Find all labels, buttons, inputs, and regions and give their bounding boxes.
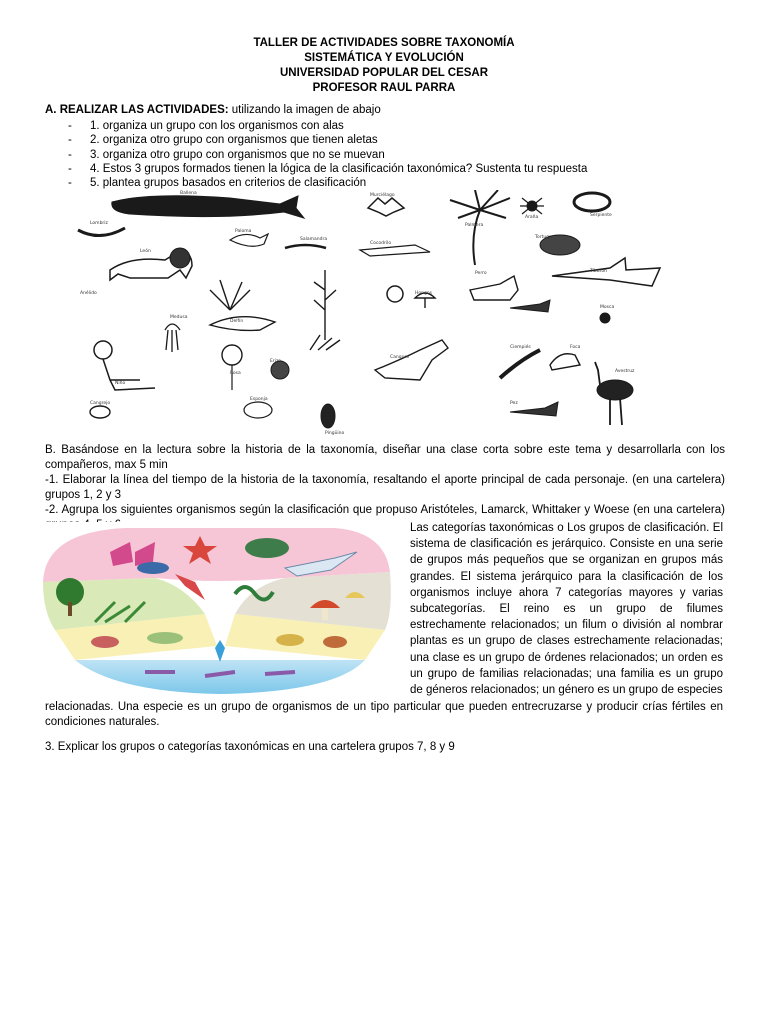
organism-label: Rosa: [230, 371, 241, 376]
organism-label: Niño: [115, 381, 126, 386]
tree-icon: [56, 578, 84, 606]
list-dash: -: [68, 134, 72, 147]
ostrich-drawing: [597, 380, 633, 400]
animal-kingdom-section: [43, 528, 390, 582]
crocodile-drawing: [360, 245, 430, 256]
section-a-rest: utilizando la imagen de abajo: [228, 104, 381, 116]
organism-label: Esponja: [250, 397, 268, 402]
list-item-text: 2. organiza otro grupo con organismos que tienen aletas: [90, 134, 378, 147]
organism-label: Tiburón: [590, 269, 607, 274]
document-header: [0, 36, 768, 96]
paramecium-icon: [147, 632, 183, 644]
list-dash: -: [68, 148, 72, 161]
organism-label: Cocodrilo: [370, 241, 392, 246]
organism-label: Pingüino: [325, 431, 345, 436]
list-dash: -: [68, 177, 72, 190]
header-university: UNIVERSIDAD POPULAR DEL CESAR: [279, 67, 489, 79]
organism-label: Avestruz: [615, 369, 635, 374]
list-item: [68, 148, 587, 162]
organism-label: Murciélago: [370, 193, 395, 198]
activity-list: [68, 119, 587, 190]
crab-drawing: [90, 406, 110, 418]
organisms-illustration: [70, 190, 670, 440]
turtle-icon: [245, 538, 289, 558]
whale-drawing: [112, 196, 304, 218]
list-item-text: 1. organiza un grupo con los organismos con alas: [90, 120, 344, 132]
section-a-label: A. REALIZAR LAS ACTIVIDADES:: [45, 104, 229, 116]
list-item: [68, 119, 587, 133]
child-drawing: [94, 341, 112, 359]
organism-label: Lombriz: [90, 221, 108, 226]
salamander-drawing: [285, 245, 326, 248]
list-item: [68, 133, 587, 147]
organism-label: Canguro: [390, 355, 409, 360]
header-title: TALLER DE ACTIVIDADES SOBRE TAXONOMÍA: [253, 37, 515, 49]
jellyfish-drawing: [165, 324, 180, 352]
organism-label: Delfín: [230, 319, 244, 324]
fish-icon: [137, 562, 169, 574]
organism-label: Medusa: [170, 315, 188, 320]
categories-side-text: Las categorías taxonómicas o Los grupos de clasificación. El sistema de clasificación es jerárquico. Consiste en una serie de grupos más pequeños que se organizan en grupos más grandes. El sistema jerárquico para la clasificación de los organismos incluye ahora 7 categorías mayores y varias subcategorías. El reino es un grupo de filumes estrechamente relacionados; un filum o división al nombrar plantas es un grupo de clases estrechamente relacionadas; una clase es un grupo de órdenes relacionados; un orden es un grupo de familias relacionadas; una familia es un grupo de géneros relacionados; un género es un grupo de especies: [410, 522, 723, 697]
organism-label: Anélido: [80, 291, 97, 296]
protist-icon: [91, 636, 119, 648]
organism-label: Erizo: [270, 359, 282, 364]
organism-label: Foca: [570, 345, 581, 350]
section-a-title: [45, 104, 381, 116]
list-item-text: 5. plantea grupos basados en criterios de clasificación: [90, 177, 367, 190]
organism-label: Araña: [525, 215, 539, 220]
shell-drawing: [387, 286, 403, 302]
categories-full-text: relacionadas. Una especie es un grupo de organismos de un tipo particular que pueden entrecruzarse y producir crías fértiles en condiciones naturales.: [45, 701, 723, 729]
organism-label: Salamandra: [300, 237, 328, 242]
penguin-drawing: [321, 404, 335, 428]
worm-drawing: [78, 228, 125, 236]
header-subtitle: SISTEMÁTICA Y EVOLUCIÓN: [304, 52, 464, 64]
list-item: [68, 176, 587, 190]
pigeon-drawing: [230, 234, 268, 246]
snake-drawing: [574, 193, 610, 211]
item-3: 3. Explicar los grupos o categorías taxonómicas en una cartelera grupos 7, 8 y 9: [45, 741, 455, 753]
centipede-drawing: [500, 350, 540, 378]
list-item-text: 4. Estos 3 grupos formados tienen la lógica de la clasificación taxonómica? Sustenta tu respuesta: [90, 162, 588, 175]
fish-drawing: [510, 300, 550, 312]
list-dash: -: [68, 162, 72, 175]
organism-label: Perro: [475, 271, 487, 276]
rose-drawing: [222, 345, 242, 365]
organism-label: Palmera: [465, 223, 484, 228]
organism-label: Pez: [510, 401, 518, 406]
amoeba-icon: [323, 636, 347, 648]
organism-label: Paloma: [235, 229, 252, 234]
seal-drawing: [550, 354, 580, 370]
dog-drawing: [470, 276, 518, 300]
sponge-drawing: [244, 402, 272, 418]
section-b-intro: B. Basándose en la lectura sobre la historia de la taxonomía, diseñar una clase corta sobre este tema y desarrollarla con los compañeros, max 5 min: [45, 444, 725, 471]
section-b-item-1: -1. Elaborar la línea del tiempo de la historia de la taxonomía, resaltando el aporte principal de cada personaje. (en una cartelera) grupos 1, 2 y 3: [45, 474, 725, 501]
plant-drawing: [210, 280, 250, 310]
list-item-text: 3. organiza otro grupo con organismos que no se muevan: [90, 148, 385, 161]
organism-label: Serpiente: [590, 213, 612, 218]
organism-label: León: [140, 249, 151, 254]
organism-label: Cangrejo: [90, 401, 111, 406]
list-dash: -: [68, 120, 72, 132]
algae-icon: [276, 634, 304, 646]
list-item: [68, 162, 587, 176]
fly-drawing: [600, 313, 610, 323]
classification-diagram: [35, 522, 403, 697]
organism-label: Mosca: [600, 305, 615, 310]
organism-label: Hongos: [415, 291, 432, 296]
kangaroo-drawing: [375, 340, 448, 380]
bat-drawing: [368, 198, 404, 216]
section-b-item-2: -2. Agrupa los siguientes organismos según la clasificación que propuso Aristóteles, Lamarck, Whittaker y Woese (en una cartelera): [45, 504, 725, 516]
organism-label: Ballena: [180, 191, 197, 196]
header-professor: PROFESOR RAUL PARRA: [312, 82, 456, 94]
organism-label: Ciempiés: [510, 345, 531, 350]
organism-label: Tortuga: [535, 235, 552, 240]
